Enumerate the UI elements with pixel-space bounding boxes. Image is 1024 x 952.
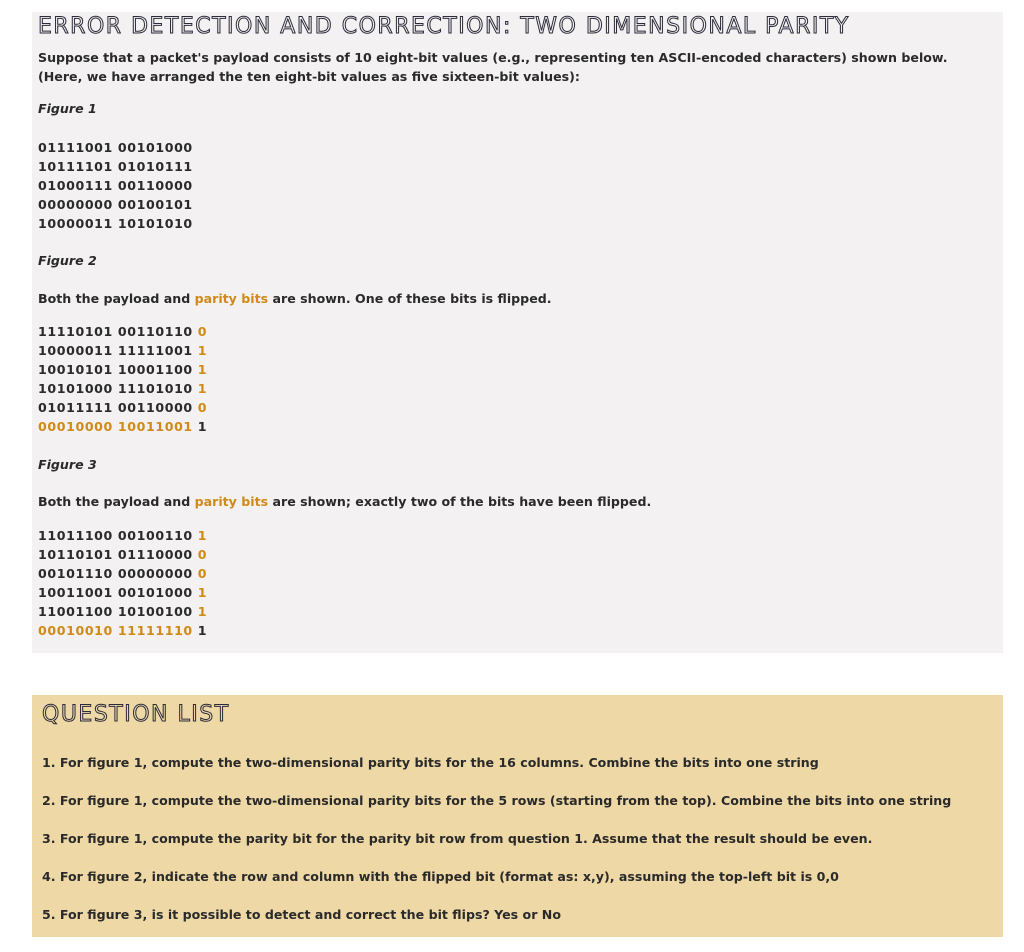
row-data: 11110101 00110110: [38, 324, 193, 339]
figure2-row: [38, 341, 207, 360]
parity-bits-highlight: parity bits: [194, 494, 269, 509]
figure3-row: [38, 545, 207, 564]
figure3-row: [38, 583, 207, 602]
figure2-description: [38, 291, 552, 306]
question-item: 4. For figure 2, indicate the row and column with the flipped bit (format as: x,y), assuming the top-left bit is 0,0: [42, 869, 839, 884]
row-parity-bit: 1: [197, 604, 208, 619]
figure2-row: [38, 398, 207, 417]
figure1-row: 01111001 00101000: [38, 140, 193, 155]
row-parity-bit: 1: [197, 585, 208, 600]
row-parity-bit: 0: [197, 547, 208, 562]
row-parity-bit: 1: [197, 381, 208, 396]
figure1-row: 00000000 00100101: [38, 197, 193, 212]
row-data: 11011100 00100110: [38, 528, 193, 543]
figure3-desc-after: are shown; exactly two of the bits have been flipped.: [268, 494, 652, 509]
row-data: 10000011 11111001: [38, 343, 193, 358]
corner-parity-bit: 1: [197, 419, 208, 434]
row-parity-bit: 1: [197, 362, 208, 377]
row-data: 10010101 10001100: [38, 362, 193, 377]
row-parity-bit: 1: [197, 343, 208, 358]
figure3-label: Figure 3: [38, 457, 97, 472]
row-parity-bit: 1: [197, 528, 208, 543]
figure2-bits: [38, 322, 207, 436]
question-item: 1. For figure 1, compute the two-dimensional parity bits for the 16 columns. Combine the bits into one string: [42, 755, 819, 770]
column-parity-bits: 00010010 11111110: [38, 623, 193, 638]
parity-bits-highlight: parity bits: [194, 291, 269, 306]
row-data: 00101110 00000000: [38, 566, 193, 581]
question-item: 5. For figure 3, is it possible to detect and correct the bit flips? Yes or No: [42, 907, 561, 922]
figure3-row: [38, 602, 207, 621]
row-parity-bit: 0: [197, 400, 208, 415]
figure1-row: 10000011 10101010: [38, 216, 193, 231]
figure2-row: [38, 360, 207, 379]
figure3-description: [38, 494, 651, 509]
figure2-parity-row: [38, 417, 207, 436]
intro-text: Suppose that a packet's payload consists of 10 eight-bit values (e.g., representing ten ASCII-encoded characters) shown below. (Here, we have arranged the ten eight-bit values as five sixteen-bit values):: [38, 50, 948, 84]
figure3-row: [38, 526, 207, 545]
row-data: 10011001 00101000: [38, 585, 193, 600]
column-parity-bits: 00010000 10011001: [38, 419, 193, 434]
figure1-row: 01000111 00110000: [38, 178, 193, 193]
figure2-desc-after: are shown. One of these bits is flipped.: [268, 291, 552, 306]
corner-parity-bit: 1: [197, 623, 208, 638]
figure1-row: 10111101 01010111: [38, 159, 193, 174]
row-data: 11001100 10100100: [38, 604, 193, 619]
figure3-desc-before: Both the payload and: [38, 494, 195, 509]
figure1-label: Figure 1: [38, 101, 97, 116]
figure1-bits: [38, 138, 193, 233]
question-list-title: QUESTION LIST: [42, 702, 230, 727]
question-item: 3. For figure 1, compute the parity bit for the parity bit row from question 1. Assume that the result should be even.: [42, 831, 873, 846]
figure2-row: [38, 322, 207, 341]
figure3-row: [38, 564, 207, 583]
figure2-desc-before: Both the payload and: [38, 291, 195, 306]
row-data: 10110101 01110000: [38, 547, 193, 562]
figure2-row: [38, 379, 207, 398]
figure2-label: Figure 2: [38, 253, 97, 268]
figure3-parity-row: [38, 621, 207, 640]
question-item: 2. For figure 1, compute the two-dimensional parity bits for the 5 rows (starting from the top). Combine the bits into one string: [42, 793, 952, 808]
row-data: 01011111 00110000: [38, 400, 193, 415]
row-data: 10101000 11101010: [38, 381, 193, 396]
row-parity-bit: 0: [197, 566, 208, 581]
row-parity-bit: 0: [197, 324, 208, 339]
question-panel: [32, 695, 1003, 937]
page-title: ERROR DETECTION AND CORRECTION: TWO DIMENSIONAL PARITY: [38, 14, 850, 39]
figure3-bits: [38, 526, 207, 640]
